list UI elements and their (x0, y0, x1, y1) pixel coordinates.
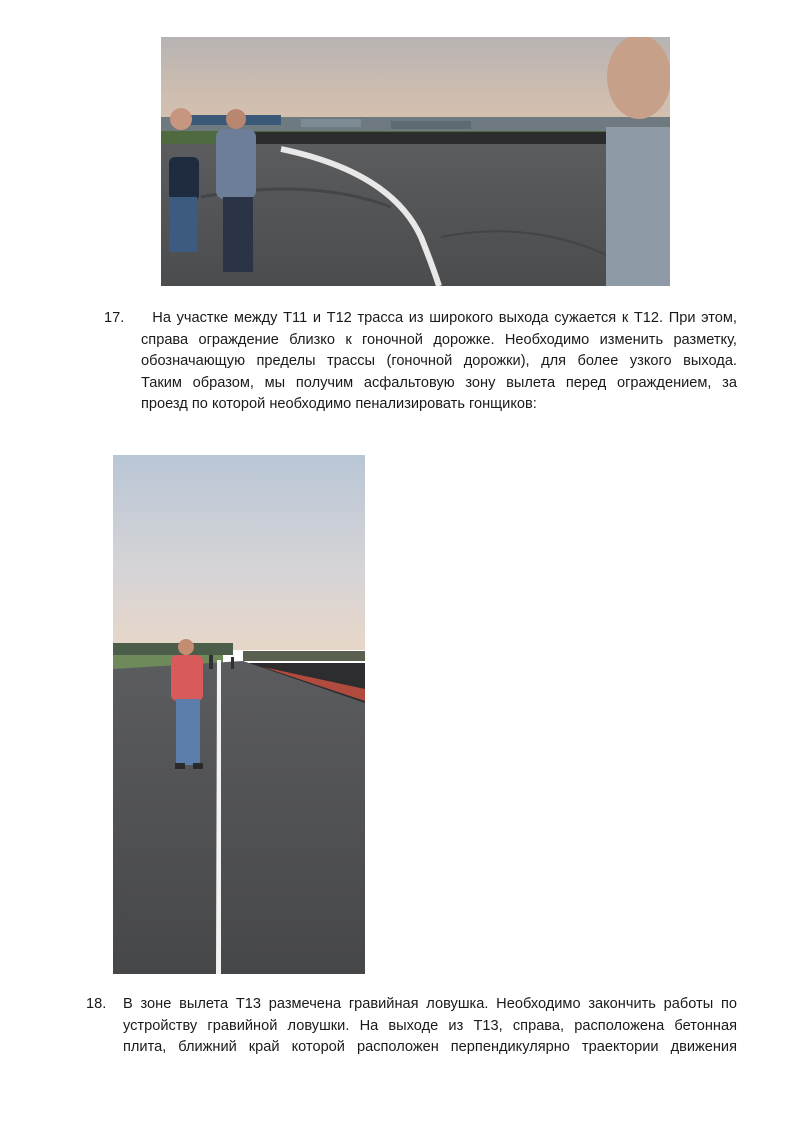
paragraph-line: проезд по которой необходимо пенализировать гонщиков: (141, 396, 537, 413)
paragraph-line: справа ограждение близко к гоночной дорожке. Необходимо изменить разметку, (141, 331, 737, 348)
paragraph-line: В зоне вылета Т13 размечена гравийная ловушка. Необходимо закончить работы по (123, 996, 737, 1012)
paragraph-line: На участке между Т11 и Т12 трасса из широкого выхода сужается к Т12. При этом, (141, 310, 737, 326)
item-number: 17. (104, 310, 125, 326)
track-corner-photo (161, 37, 670, 286)
paragraph-line: плита, ближний край которой расположен перпендикулярно траектории движения (123, 1039, 737, 1056)
paragraph-line: устройству гравийной ловушки. На выходе из Т13, справа, расположена бетонная (123, 1017, 737, 1034)
track-straight-photo (113, 455, 365, 974)
paragraph-line: Таким образом, мы получим асфальтовую зону вылета перед ограждением, за (141, 374, 737, 391)
paragraph-line: обозначающую пределы трассы (гоночной дорожки), для более узкого выхода. (141, 353, 737, 370)
item-paragraph (141, 308, 737, 416)
item-paragraph (123, 994, 737, 1059)
item-number: 18. (86, 996, 107, 1012)
